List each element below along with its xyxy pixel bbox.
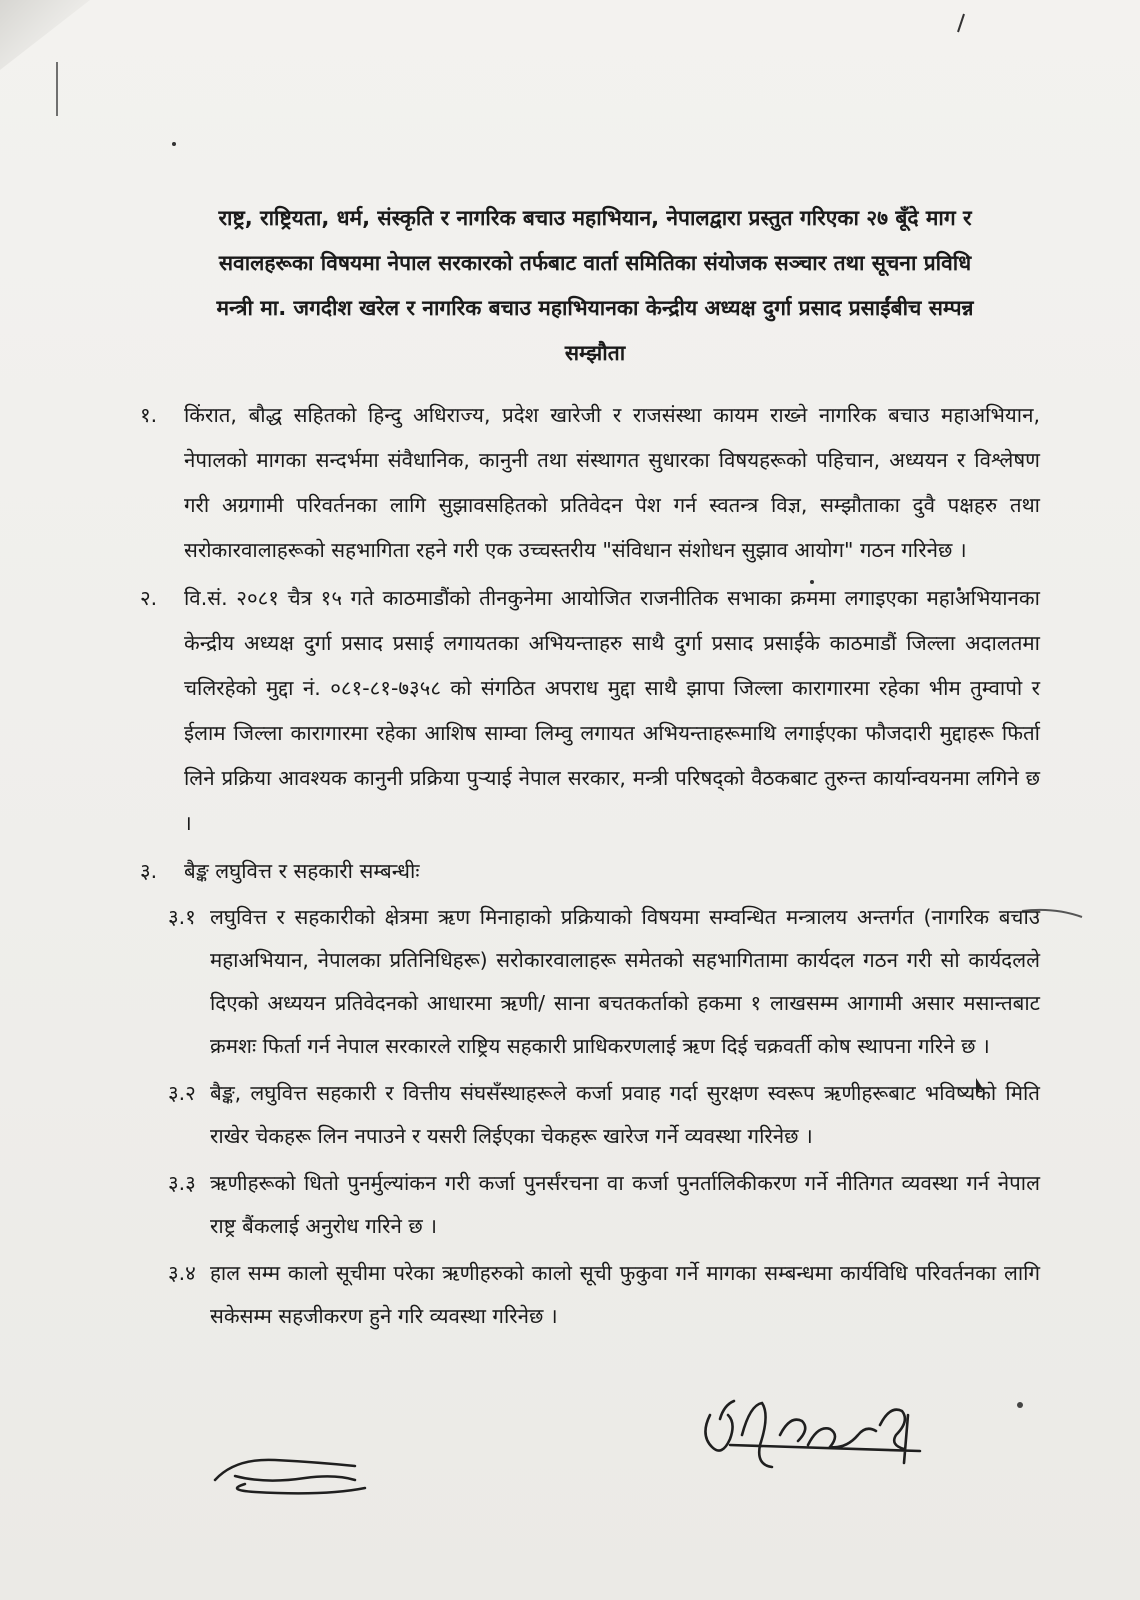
heading-line: राष्ट्र, राष्ट्रियता, धर्म, संस्कृति र नागरिक बचाउ महाभियान, नेपालद्वारा प्रस्तुत गरिएका २७ बूँदे माग र xyxy=(218,206,972,230)
sub-point-number: ३.४ xyxy=(168,1261,196,1285)
sub-point-text: बैङ्क, लघुवित्त सहकारी र वित्तीय संघसँस्थाहरूले कर्जा प्रवाह गर्दा सुरक्षण स्वरूप ऋणीहरूबाट भविष्यको मिति राखेर चेकहरू लिन नपाउने र यसरी लिईएका चेकहरू खारेज गर्ने व्यवस्था गरिनेछ । xyxy=(210,1081,1040,1148)
point-number: १. xyxy=(140,403,158,427)
sub-point-3-2 xyxy=(132,1072,1040,1158)
sub-point-text: ऋणीहरूको धितो पुनर्मुल्यांकन गरी कर्जा पुनर्संरचना वा कर्जा पुनर्तालिकीकरण गर्ने नीतिगत व्यवस्था गर्न नेपाल राष्ट्र बैंकलाई अनुरोध गरिने छ । xyxy=(210,1171,1040,1238)
sub-point-number: ३.३ xyxy=(168,1171,196,1195)
sub-point-3-4 xyxy=(132,1252,1040,1338)
agreement-point-1 xyxy=(140,393,1040,573)
signature-right xyxy=(690,1375,950,1485)
sub-point-number: ३.२ xyxy=(168,1081,196,1105)
pen-mark-top-right xyxy=(950,10,970,40)
document-heading xyxy=(160,196,1030,376)
signature-left xyxy=(205,1440,375,1510)
agreement-point-3 xyxy=(140,849,1040,894)
heading-line: सवालहरूका विषयमा नेपाल सरकारको तर्फबाट वार्ता समितिका संयोजक सञ्चार तथा सूचना प्रविधि xyxy=(218,251,972,275)
heading-title: सम्झौता xyxy=(564,341,626,365)
point-text: किंरात, बौद्ध सहितको हिन्दु अधिराज्य, प्रदेश खारेजी र राजसंस्था कायम राख्ने नागरिक बचाउ महाअभियान, नेपालको मागका सन्दर्भमा संवैधानिक, कानुनी तथा संस्थागत सुधारका विषयहरूको पहिचान, अध्ययन र विश्लेषण गरी अग्रगामी परिवर्तनका लागि सुझावसहितको प्रतिवेदन पेश गर्न स्वतन्त्र विज्ञ, सम्झौताका दुवै पक्षहरु तथा सरोकारवालाहरूको सहभागिता रहने गरी एक उच्चस्तरीय "संविधान संशोधन सुझाव आयोग" गठन गरिनेछ । xyxy=(184,403,1040,562)
sub-point-text: हाल सम्म कालो सूचीमा परेका ऋणीहरुको कालो सूची फुकुवा गर्ने मागका सम्बन्धमा कार्यविधि परिवर्तनका लागि सकेसम्म सहजीकरण हुने गरि व्यवस्था गरिनेछ । xyxy=(210,1261,1040,1328)
pen-mark-left-margin xyxy=(52,60,62,120)
point-number: ३. xyxy=(140,859,158,883)
point-text: बैङ्क लघुवित्त र सहकारी सम्बन्धीः xyxy=(184,859,420,883)
point-text: वि.सं. २०८१ चैत्र १५ गते काठमाडौंको तीनकुनेमा आयोजित राजनीतिक सभाका क्रममा लगाइएका महाअभियानका केन्द्रीय अध्यक्ष दुर्गा प्रसाद प्रसाई लगायतका अभियन्ताहरु साथै दुर्गा प्रसाद प्रसाईंके काठमाडौं जिल्ला अदालतमा चलिरहेको मुद्दा नं. ०८१-८१-७३५८ को संगठित अपराध मुद्दा साथै झापा जिल्ला कारागारमा रहेका भीम तुम्वापो र ईलाम जिल्ला कारागारमा रहेका आशिष साम्वा लिम्वु लगायत अभियन्ताहरूमाथि लगाईएका फौजदारी मुद्दाहरू फिर्ता लिने प्रक्रिया आवश्यक कानुनी प्रक्रिया पुऱ्याई नेपाल सरकार, मन्त्री परिषद्को वैठकबाट तुरुन्त कार्यान्वयनमा लगिने छ । xyxy=(184,586,1040,835)
sub-point-3-1 xyxy=(132,896,1040,1068)
ink-speck xyxy=(170,140,178,148)
sub-point-number: ३.१ xyxy=(168,905,196,929)
point-number: २. xyxy=(140,586,158,610)
sub-point-text: लघुवित्त र सहकारीको क्षेत्रमा ऋण मिनाहाको प्रक्रियाको विषयमा सम्वन्धित मन्त्रालय अन्तर्गत (नागरिक बचाउ महाअभियान, नेपालका प्रतिनिधिहरू) सरोकारवालाहरू समेतको सहभागितामा कार्यदल गठन गरी सो कार्यदलले दिएको अध्ययन प्रतिवेदनको आधारमा ऋणी/ साना बचतकर्ताको हकमा १ लाखसम्म आगामी असार मसान्तबाट क्रमशः फिर्ता गर्न नेपाल सरकारले राष्ट्रिय सहकारी प्राधिकरणलाई ऋण दिई चक्रवर्ती कोष स्थापना गरिने छ । xyxy=(210,905,1040,1058)
sub-point-3-3 xyxy=(132,1162,1040,1248)
agreement-points xyxy=(140,393,1040,1338)
agreement-point-2 xyxy=(140,576,1040,846)
ink-speck xyxy=(1015,1400,1025,1410)
heading-line: मन्त्री मा. जगदीश खरेल र नागरिक बचाउ महाभियानका केन्द्रीय अध्यक्ष दुर्गा प्रसाद प्रसाईंबीच सम्पन्न xyxy=(216,296,974,320)
